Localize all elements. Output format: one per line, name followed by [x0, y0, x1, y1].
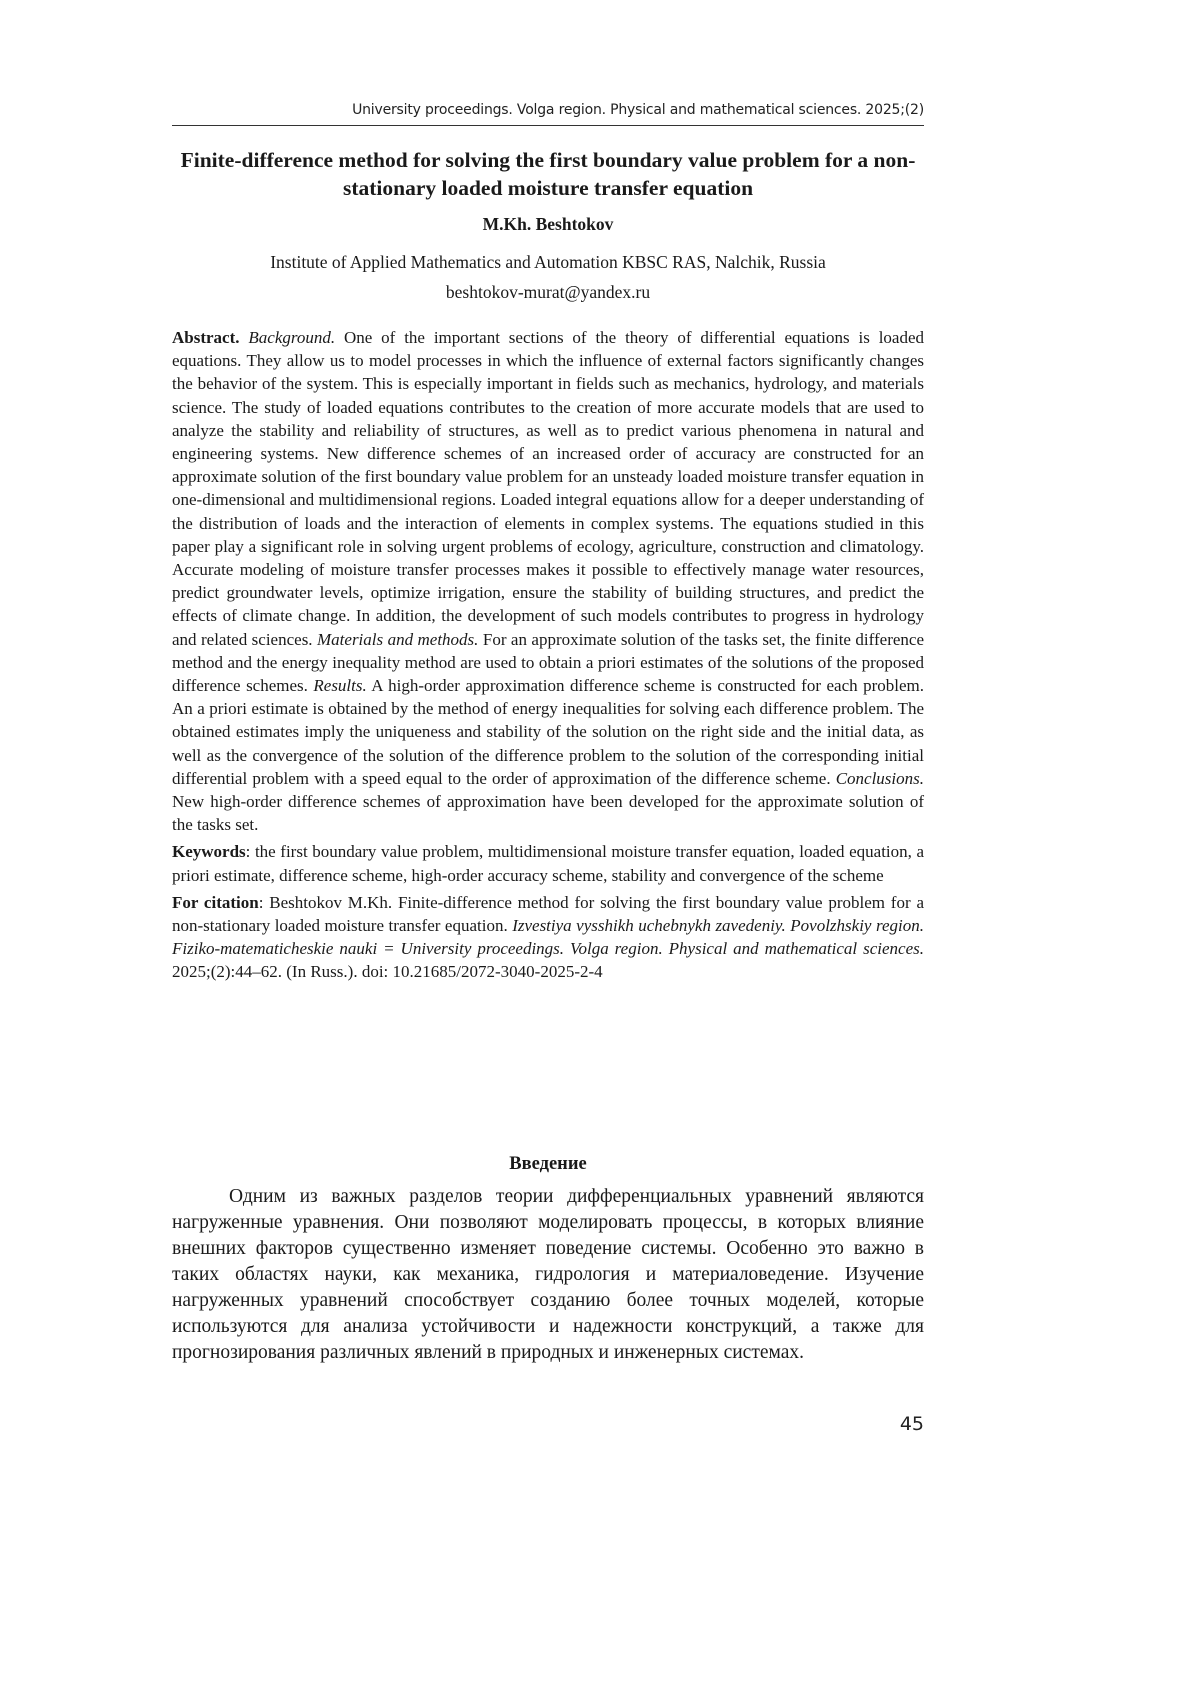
- running-head: University proceedings. Volga region. Physical and mathematical sciences. 2025;(2): [352, 102, 924, 118]
- keywords-label: Keywords: [172, 842, 246, 862]
- citation-label: For citation: [172, 892, 259, 912]
- citation: [172, 891, 924, 984]
- background-text: One of the important sections of the theory of differential equations is loaded equations. They allow us to model processes in which the influence of external factors significantly changes the behavior of the system. This is especially important in fields such as mechanics, hydrology, and materials science. The study of loaded equations contributes to the creation of more accurate models that are used to analyze the stability and reliability of structures, as well as to predict various phenomena in natural and engineering systems. New difference schemes of an increased order of accuracy are constructed for an approximate solution of the first boundary value problem for an unsteady loaded moisture transfer equation in one-dimensional and multidimensional regions. Loaded integral equations allow for a deeper understanding of the distribution of loads and the interaction of elements in complex systems. The equations studied in this paper play a significant role in solving urgent problems of ecology, agriculture, construction and climatology. Accurate modeling of moisture transfer processes makes it possible to effectively manage water resources, predict groundwater levels, optimize irrigation, ensure the stability of building structures, and predict the effects of climate change. In addition, the development of such models contributes to progress in hydrology and related sciences.: [172, 328, 925, 649]
- results-label: Results.: [313, 676, 367, 696]
- page-number: 45: [899, 1413, 924, 1435]
- background-label: Background.: [248, 328, 336, 347]
- header-divider: [172, 125, 924, 126]
- conclusions-text: New high-order difference schemes of approximation have been developed for the approximate solution of the tasks set.: [172, 792, 924, 835]
- english-front-matter: [172, 326, 924, 988]
- intro-paragraph: Одним из важных разделов теории дифференциальных уравнений являются нагруженные уравнения. Они позволяют моделировать процессы, в которых влияние внешних факторов существенно изменяет поведение системы. Особенно это важно в таких областях науки, как механика, гидрология и материаловедение. Изучение нагруженных уравнений способствует созданию более точных моделей, которые используются для анализа устойчивости и надежности конструкций, а также для прогнозирования различных явлений в природных и инженерных системах.: [172, 1186, 924, 1363]
- methods-text: For an approximate solution of the tasks set, the finite difference method and the energy inequality method are used to obtain a priori estimates of the solutions of the proposed difference schemes.: [172, 629, 925, 696]
- citation-details: 2025;(2):44–62. (In Russ.). doi: 10.21685/2072-3040-2025-2-4: [172, 962, 603, 982]
- affiliation: Institute of Applied Mathematics and Automation KBSC RAS, Nalchik, Russia: [270, 252, 826, 272]
- abstract: [172, 326, 924, 836]
- methods-label: Materials and methods.: [317, 629, 479, 649]
- citation-text: : Beshtokov M.Kh. Finite-difference method for solving the first boundary value problem for a non-stationary loaded moisture transfer equation.: [172, 892, 924, 936]
- author-name: M.Kh. Beshtokov: [482, 214, 614, 234]
- author-email[interactable]: beshtokov-murat@yandex.ru: [445, 282, 651, 302]
- article-title: Finite-difference method for solving the first boundary value problem for a non-stationary loaded moisture transfer equation: [180, 148, 916, 200]
- results-text: A high-order approximation difference scheme is constructed for each problem. An a priori estimate is obtained by the method of energy inequalities for solving each difference problem. The obtained estimates imply the uniqueness and stability of the solution on the right side and the initial data, as well as the convergence of the solution of the difference problem to the solution of the corresponding initial differential problem with a speed equal to the order of approximation of the difference scheme.: [172, 676, 924, 788]
- keywords-text: : the first boundary value problem, multidimensional moisture transfer equation, loaded equation, a priori estimate, difference scheme, high-order accuracy scheme, stability and convergence of the scheme: [172, 842, 924, 885]
- author-affiliation-block: [172, 247, 924, 307]
- abstract-label: Abstract.: [172, 328, 240, 347]
- section-heading: Введение: [509, 1154, 587, 1174]
- citation-journal: Izvestiya vysshikh uchebnykh zavedeniy. Povolzhskiy region. Fiziko-matematicheskie nauki = University proceedings. Volga region. Physical and mathematical sciences.: [172, 916, 924, 959]
- keywords: [172, 840, 924, 886]
- conclusions-label: Conclusions.: [835, 768, 924, 788]
